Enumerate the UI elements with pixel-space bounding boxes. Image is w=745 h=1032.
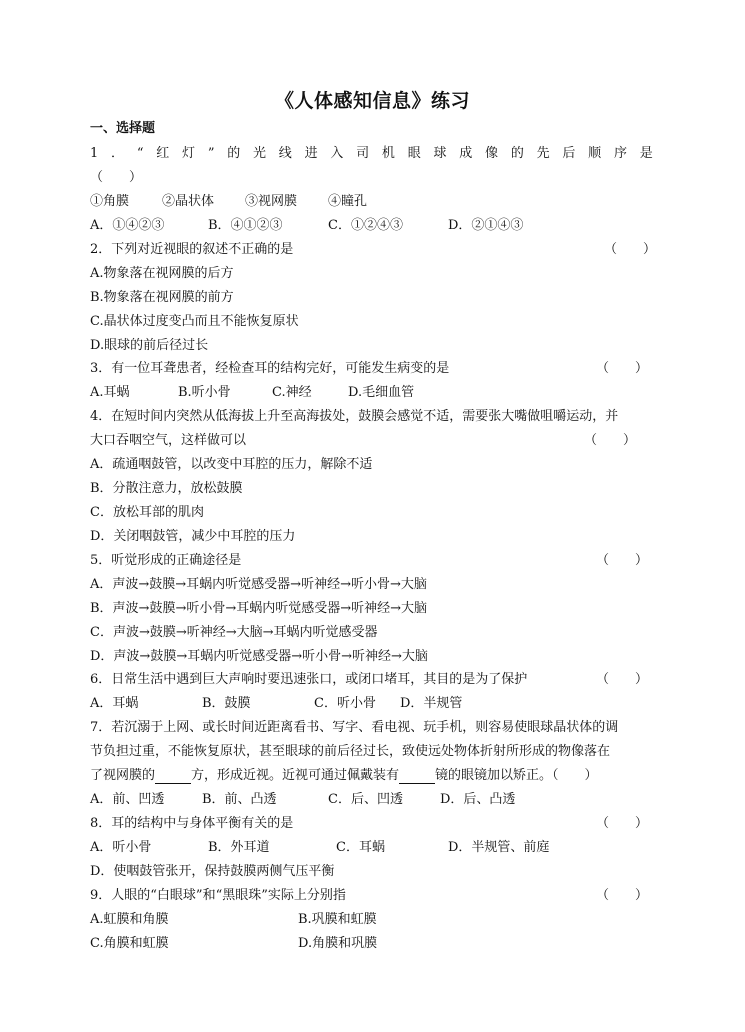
- question-8-option-d: D．半规管、前庭: [448, 840, 550, 855]
- question-3-stem: 3．有一位耳聋患者，经检查耳的结构完好，可能发生病变的是: [90, 361, 450, 376]
- question-3-option-a: A.耳蜗: [90, 385, 130, 400]
- question-8-stem: 8．耳的结构中与身体平衡有关的是: [90, 816, 294, 831]
- question-3-answer-paren: （ ）: [596, 361, 649, 376]
- question-4-option-b: B．分散注意力，放松鼓膜: [90, 481, 243, 496]
- question-4-option-d: D．关闭咽鼓管，减少中耳腔的压力: [90, 529, 296, 544]
- question-5-option-b: B．声波→鼓膜→听小骨→耳蜗内听觉感受器→听神经→大脑: [90, 601, 428, 616]
- question-1-item-3: ③视网膜: [245, 194, 298, 209]
- question-2-option-b: B.物象落在视网膜的前方: [90, 290, 234, 305]
- question-9-answer-paren: （ ）: [596, 888, 649, 903]
- question-7-option-d: D．后、凸透: [440, 792, 516, 807]
- question-2-option-d: D.眼球的前后径过长: [90, 338, 209, 353]
- fill-in-blank-2[interactable]: [399, 769, 435, 784]
- question-1-option-c: C．①②④③: [328, 218, 403, 233]
- question-1-answer-paren: （ ）: [90, 170, 143, 185]
- question-2-answer-paren: （ ）: [604, 242, 657, 257]
- question-7-stem-line-3: 了视网膜的 方，形成近视。近视可通过佩戴装有 镜的眼镜加以矫正。（ ）: [90, 768, 598, 783]
- question-1-item-4: ④瞳孔: [328, 194, 368, 209]
- question-7-option-a: A．前、凹透: [90, 792, 165, 807]
- question-7-stem-line-1: 7．若沉溺于上网、或长时间近距离看书、写字、看电视、玩手机，则容易使眼球晶状体的调: [90, 720, 619, 735]
- question-5-option-c: C．声波→鼓膜→听神经→大脑→耳蜗内听觉感受器: [90, 625, 378, 640]
- question-3-option-b: B.听小骨: [178, 385, 231, 400]
- question-1-stem: 1 ． “ 红 灯 ” 的 光 线 进 入 司 机 眼 球 成 像 的 先 后 顺 序 是: [90, 146, 653, 161]
- question-5-option-d: D．声波→鼓膜→耳蜗内听觉感受器→听小骨→听神经→大脑: [90, 649, 428, 664]
- question-6-option-b: B．鼓膜: [202, 696, 251, 711]
- question-9-option-d: D.角膜和巩膜: [298, 936, 378, 951]
- question-2-option-c: C.晶状体过度变凸而且不能恢复原状: [90, 314, 299, 329]
- question-1-option-b: B．④①②③: [208, 218, 283, 233]
- question-9-option-a: A.虹膜和角膜: [90, 912, 169, 927]
- question-8-extra-option: D．使咽鼓管张开，保持鼓膜两侧气压平衡: [90, 864, 335, 879]
- question-5-option-a: A．声波→鼓膜→耳蜗内听觉感受器→听神经→听小骨→大脑: [90, 577, 427, 592]
- question-4-stem-line-1: 4．在短时间内突然从低海拔上升至高海拔处，鼓膜会感觉不适，需要张大嘴做咀嚼运动，并: [90, 409, 619, 424]
- question-3-option-c: C.神经: [272, 385, 312, 400]
- question-5-stem: 5．听觉形成的正确途径是: [90, 553, 242, 568]
- question-6-option-a: A．耳蜗: [90, 696, 139, 711]
- question-7-option-b: B．前、凸透: [202, 792, 277, 807]
- question-5-answer-paren: （ ）: [596, 553, 649, 568]
- question-9-stem: 9．人眼的“白眼球”和“黑眼珠”实际上分别指: [90, 888, 346, 903]
- question-6-answer-paren: （ ）: [596, 672, 649, 687]
- question-1-option-d: D．②①④③: [448, 218, 524, 233]
- question-8-answer-paren: （ ）: [596, 816, 649, 831]
- question-3-option-d: D.毛细血管: [348, 385, 415, 400]
- question-8-option-c: C．耳蜗: [336, 840, 385, 855]
- question-6-option-c: C．听小骨: [314, 696, 376, 711]
- document-title: 《人体感知信息》练习: [274, 90, 470, 112]
- question-8-option-a: A．听小骨: [90, 840, 152, 855]
- question-8-option-b: B．外耳道: [208, 840, 270, 855]
- question-7-stem-line-2: 节负担过重，不能恢复原状，甚至眼球的前后径过长，致使远处物体折射所形成的物像落在: [90, 744, 611, 759]
- question-6-option-d: D．半规管: [400, 696, 463, 711]
- question-1-item-2: ②晶状体: [162, 194, 215, 209]
- question-2-stem: 2．下列对近视眼的叙述不正确的是: [90, 242, 294, 257]
- fill-in-blank-1[interactable]: [155, 769, 191, 784]
- question-1-item-1: ①角膜: [90, 194, 130, 209]
- question-6-stem: 6．日常生活中遇到巨大声响时要迅速张口，或闭口堵耳，其目的是为了保护: [90, 672, 528, 687]
- question-2-option-a: A.物象落在视网膜的后方: [90, 266, 234, 281]
- question-1-option-a: A．①④②③: [90, 218, 165, 233]
- question-4-option-c: C．放松耳部的肌肉: [90, 505, 204, 520]
- question-4-stem-line-2: 大口吞咽空气，这样做可以: [90, 433, 247, 448]
- question-9-option-c: C.角膜和虹膜: [90, 936, 169, 951]
- section-heading: 一、选择题: [90, 121, 156, 136]
- question-4-option-a: A．疏通咽鼓管，以改变中耳腔的压力，解除不适: [90, 457, 373, 472]
- question-9-option-b: B.巩膜和虹膜: [298, 912, 377, 927]
- question-4-answer-paren: （ ）: [584, 433, 637, 448]
- question-7-option-c: C．后、凹透: [328, 792, 403, 807]
